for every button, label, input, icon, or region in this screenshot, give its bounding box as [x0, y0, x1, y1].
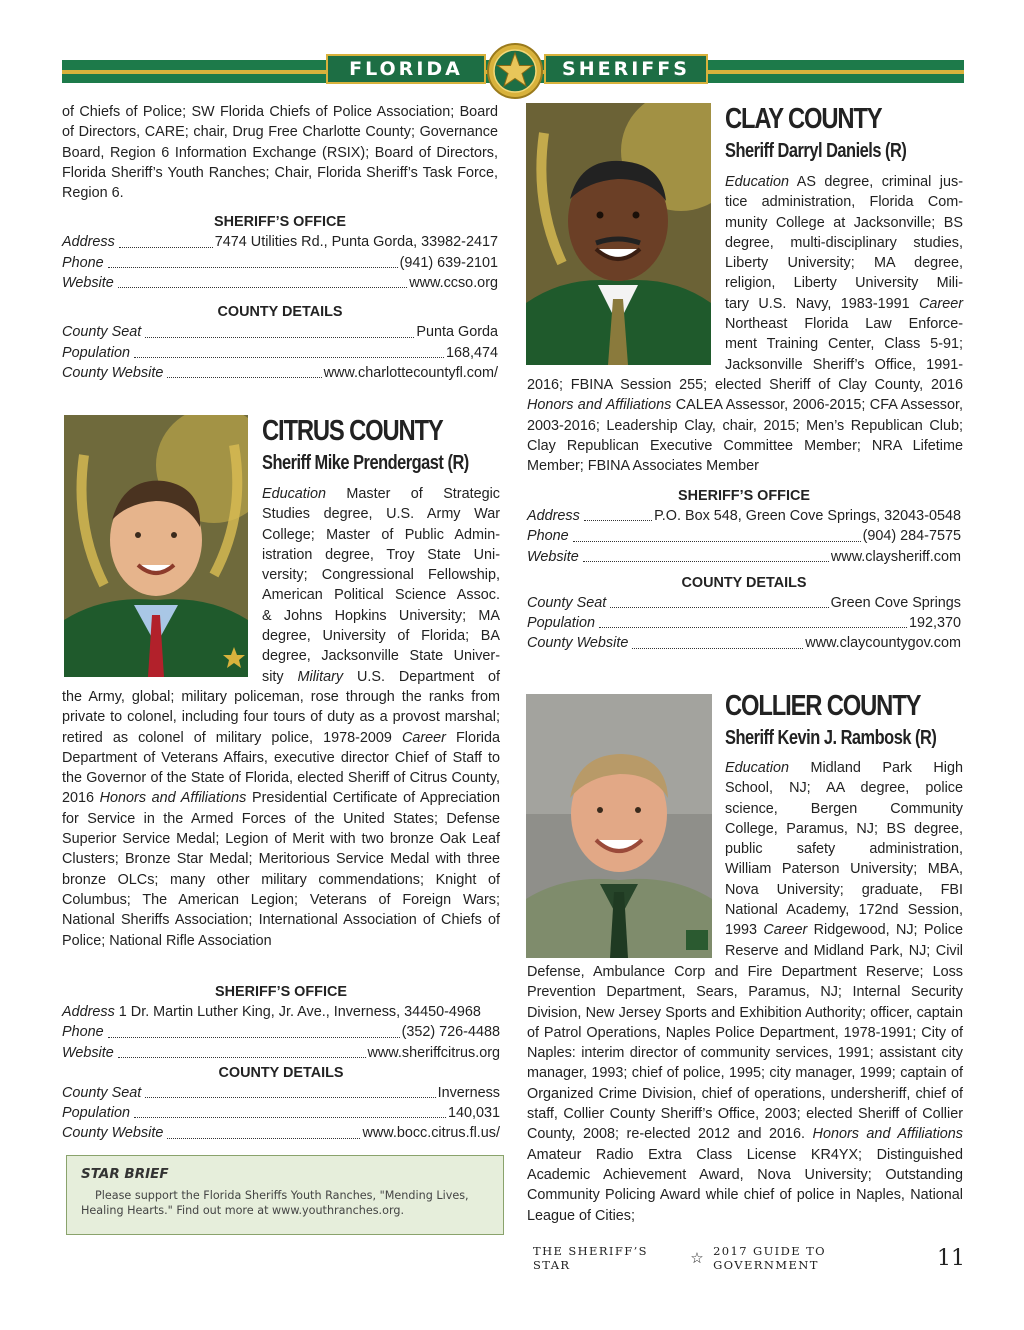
collier-sheriff-name: Sheriff Kevin J. Rambosk (R)	[725, 727, 937, 749]
office-website-row: Website www.sheriffcitrus.org	[62, 1044, 500, 1061]
citrus-sheriff-name: Sheriff Mike Prendergast (R)	[262, 452, 469, 474]
citrus-office	[62, 982, 500, 1144]
sheriff-star-icon	[486, 42, 544, 100]
collier-bio: Defense, Ambulance Corp and Fire Department Reserve; Loss Prevention Department, Sears, Paramus, NJ; Internal Security Division, New Jersey Sports and Exhibition Authority; officer, captain of Patrol Operations, Naples Police Department, 1978-1991; City of Naples: interim director of community services, 1991; assistant city manager, 1993; chief of police, 1995; city manager, 1999; captain of Organized Crime Division, chief of operations, undersheriff, chief of staff, Collier County Sheriff’s Office, 2003; elected Sheriff of Collier County, 2008; re-elected 2012 and 2016. Honors and Affiliations Amateur Radio Extra Class License KR4YX; Distinguished Academic Achievement Award, Nova University; Outstanding Community Policing Award while chief of police in Naples, National League of Cities;	[527, 964, 963, 1224]
charlotte-continuation	[62, 102, 498, 383]
clay-office	[527, 486, 961, 654]
clay-education: Education AS degree, criminal jus- tice administration, Florida Com- munity College at Jacksonville; BS degree, multi-disciplinary studies, Liberty University; MA degree, religion, Liberty University Mili- tary U.S. Navy, 1983-1991 Career Northeast Florida Law Enforce- ment Training Center, Class 5-91; Jacksonville Sheriff’s Office, 1991-	[725, 174, 963, 373]
office-website-row: Website www.ccso.org	[62, 275, 498, 292]
office-phone-row: Phone (352) 726-4488	[62, 1024, 500, 1041]
clay-header	[725, 103, 965, 163]
clay-bio: 2016; FBINA Session 255; elected Sheriff of Clay County, 2016 Honors and Affiliations CALEA Assessor, 2006-2015; CFA Assessor, 2003-2016; Leadership Clay, chair, 2015; Men’s Republican Club; Clay Republican Executive Committee Member; NRA Lifetime Member; FBINA Associates Member	[527, 377, 964, 475]
county-seat-row: County Seat Inverness	[62, 1084, 500, 1101]
county-seat-row: County Seat Green Cove Springs	[527, 594, 961, 611]
header-sheriffs: SHERIFFS	[544, 54, 708, 84]
office-address-row: Address 7474 Utilities Rd., Punta Gorda, 33982-2417	[62, 234, 498, 251]
county-details-heading: COUNTY DETAILS	[218, 1064, 344, 1081]
county-website-row: County Website www.bocc.citrus.fl.us/	[62, 1125, 500, 1142]
citrus-education: Education Master of Strategic Studies degree, U.S. Army War College; Master of Public Admin- istration degree, Troy State Uni- versity; Congressional Fellowship, American Political Science Assoc. & Johns Hopkins University; MA degree, University of Florida; BA degree, Jacksonville State Univer- sity Military U.S. Department of	[262, 486, 501, 685]
star-brief-box	[66, 1155, 504, 1235]
office-address-row: Address P.O. Box 548, Green Cove Springs, 32043-0548	[527, 508, 961, 524]
collier-header	[725, 690, 965, 750]
county-details-heading: COUNTY DETAILS	[681, 574, 807, 591]
collier-education: Education Midland Park High School, NJ; AA degree, police science, Bergen Community College, Paramus, NJ; BS degree, public safety administration, William Paterson University; MBA, Nova University; graduate, FBI National Academy, 172nd Session, 1993 Career Ridgewood, NJ; Police Reserve and Midland Park, NJ; Civil	[725, 760, 964, 959]
header-florida: FLORIDA	[326, 54, 486, 84]
sheriffs-office-heading: SHERIFF’S OFFICE	[214, 214, 346, 231]
sheriffs-office-heading: SHERIFF’S OFFICE	[215, 984, 347, 1000]
office-phone-row: Phone (941) 639-2101	[62, 254, 498, 271]
office-phone-row: Phone (904) 284-7575	[527, 528, 961, 545]
sheriffs-office-heading: SHERIFF’S OFFICE	[678, 488, 810, 504]
citrus-bio: the Army, global; military policeman, rose through the ranks from private to colonel, including four tours of duty as a provost marshal; retired as colonel of military police, 1978-2009 Career Florida Department of Veterans Affairs, executive director Chief of Staff to the Governor of the State of Florida, elected Sheriff of Citrus County, 2016 Honors and Affiliations Presidential Certificate of Appreciation for Service in the Armed Forces of the United States; Defense Superior Service Medal; Legion of Merit with two bronze Oak Leaf Clusters; Bronze Star Medal; Meritorious Service Medal with three bronze OLCs; many other military commendations; Knight of Columbus; The American Legion; Veterans of Foreign Wars; National Sheriffs Association; International Association of Chiefs of Police; National Rifle Association	[62, 689, 501, 949]
county-seat-row: County Seat Punta Gorda	[62, 324, 498, 341]
page-number: 11	[937, 1245, 965, 1271]
county-details-heading: COUNTY DETAILS	[217, 304, 343, 321]
clay-county-title: CLAY COUNTY	[725, 103, 882, 135]
county-website-row: County Website www.claycountygov.com	[527, 635, 961, 652]
office-website-row: Website www.claysheriff.com	[527, 548, 961, 565]
charlotte-bio-end: of Chiefs of Police; SW Florida Chiefs of Police Association; Board of Directors, CARE; chair, Drug Free Charlotte County; Governance Board, Region 6 Information Exchange (RSIX); Board of Directors, Florida Sheriff’s Youth Ranches; Chair, Florida Sheriff’s Task Force, Region 6.	[62, 104, 498, 202]
clay-sheriff-name: Sheriff Darryl Daniels (R)	[725, 140, 907, 162]
citrus-header	[262, 415, 502, 475]
collier-county-title: COLLIER COUNTY	[725, 690, 921, 722]
page-footer	[533, 1245, 965, 1271]
citrus-sheriff-photo	[64, 415, 248, 677]
county-population-row: Population 140,031	[62, 1105, 500, 1122]
star-icon: ☆	[690, 1249, 706, 1267]
citrus-county-title: CITRUS COUNTY	[262, 415, 443, 447]
star-brief-title: STAR BRIEF	[81, 1166, 169, 1182]
footer-publication: THE SHERIFF’S STAR	[533, 1244, 648, 1272]
page-header	[62, 40, 964, 90]
county-website-row: County Website www.charlottecountyfl.com/	[62, 364, 498, 381]
footer-guide: 2017 GUIDE TO GOVERNMENT	[713, 1244, 826, 1272]
county-population-row: Population 168,474	[62, 344, 498, 361]
office-address-row: Address 1 Dr. Martin Luther King, Jr. Ave., Inverness, 34450-4968	[62, 1004, 481, 1020]
star-brief-body: Please support the Florida Sheriffs Youth Ranches, "Mending Lives, Healing Hearts." Find out more at www.youthranches.org.	[81, 1189, 469, 1217]
clay-sheriff-photo	[526, 103, 711, 365]
collier-sheriff-photo	[526, 694, 712, 958]
county-population-row: Population 192,370	[527, 615, 961, 632]
